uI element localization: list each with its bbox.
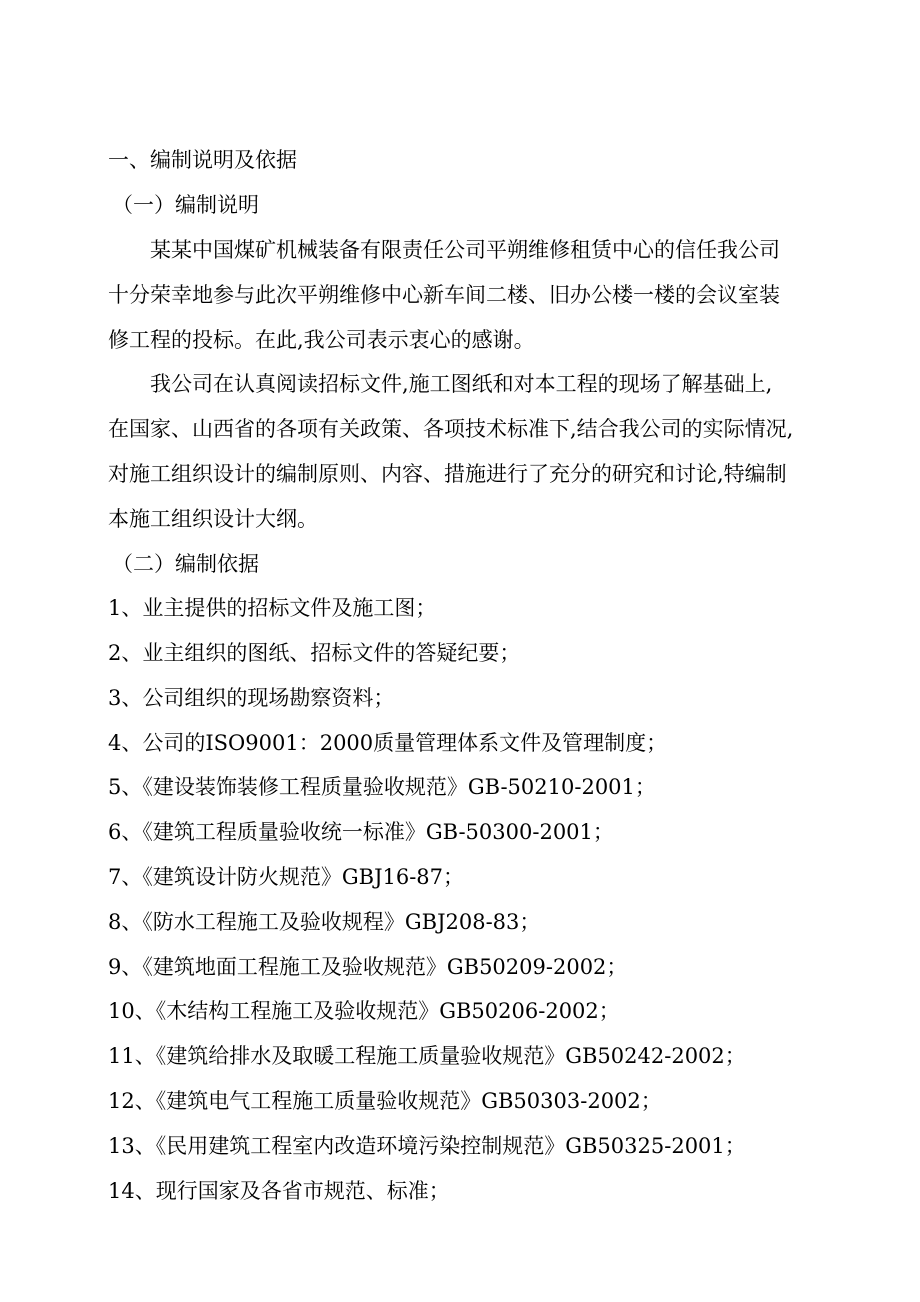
basis-item: 1、业主提供的招标文件及施工图； bbox=[108, 596, 437, 620]
basis-item: 11、《建筑给排水及取暖工程施工质量验收规范》GB50242-2002； bbox=[108, 1044, 746, 1068]
basis-item: 10、《木结构工程施工及验收规范》GB50206-2002； bbox=[108, 999, 620, 1023]
subsection-heading-description: （一）编制说明 bbox=[112, 193, 259, 217]
basis-item: 12、《建筑电气工程施工质量验收规范》GB50303-2002； bbox=[108, 1089, 662, 1113]
basis-item: 7、《建筑设计防火规范》GBJ16-87； bbox=[108, 865, 465, 889]
basis-item: 9、《建筑地面工程施工及验收规范》GB50209-2002； bbox=[108, 955, 628, 979]
basis-item: 13、《民用建筑工程室内改造环境污染控制规范》GB50325-2001； bbox=[108, 1134, 746, 1158]
basis-item: 3、公司组织的现场勘察资料； bbox=[108, 686, 395, 710]
paragraph-2-line-3: 对施工组织设计的编制原则、内容、措施进行了充分的研究和讨论,特编制 bbox=[108, 462, 787, 486]
subsection-heading-basis: （二）编制依据 bbox=[112, 552, 259, 576]
basis-item: 2、业主组织的图纸、招标文件的答疑纪要； bbox=[108, 641, 521, 665]
paragraph-1-line-2: 十分荣幸地参与此次平朔维修中心新车间二楼、旧办公楼一楼的会议室装 bbox=[108, 283, 780, 307]
basis-item: 6、《建筑工程质量验收统一标准》GB-50300-2001； bbox=[108, 820, 614, 844]
basis-item: 4、公司的ISO9001：2000质量管理体系文件及管理制度； bbox=[108, 731, 668, 755]
basis-item: 8、《防水工程施工及验收规程》GBJ208-83； bbox=[108, 910, 541, 934]
paragraph-2-line-4: 本施工组织设计大纲。 bbox=[108, 507, 318, 531]
section-heading: 一、编制说明及依据 bbox=[108, 148, 297, 172]
paragraph-1-line-1: 某某中国煤矿机械装备有限责任公司平朔维修租赁中心的信任我公司 bbox=[150, 238, 780, 262]
paragraph-1-line-3: 修工程的投标。在此,我公司表示衷心的感谢。 bbox=[108, 328, 535, 352]
paragraph-2-line-2: 在国家、山西省的各项有关政策、各项技术标准下,结合我公司的实际情况, bbox=[108, 417, 794, 441]
basis-item: 14、现行国家及各省市规范、标准； bbox=[108, 1179, 450, 1203]
paragraph-2-line-1: 我公司在认真阅读招标文件,施工图纸和对本工程的现场了解基础上, bbox=[150, 372, 773, 396]
basis-item: 5、《建设装饰装修工程质量验收规范》GB-50210-2001； bbox=[108, 775, 656, 799]
